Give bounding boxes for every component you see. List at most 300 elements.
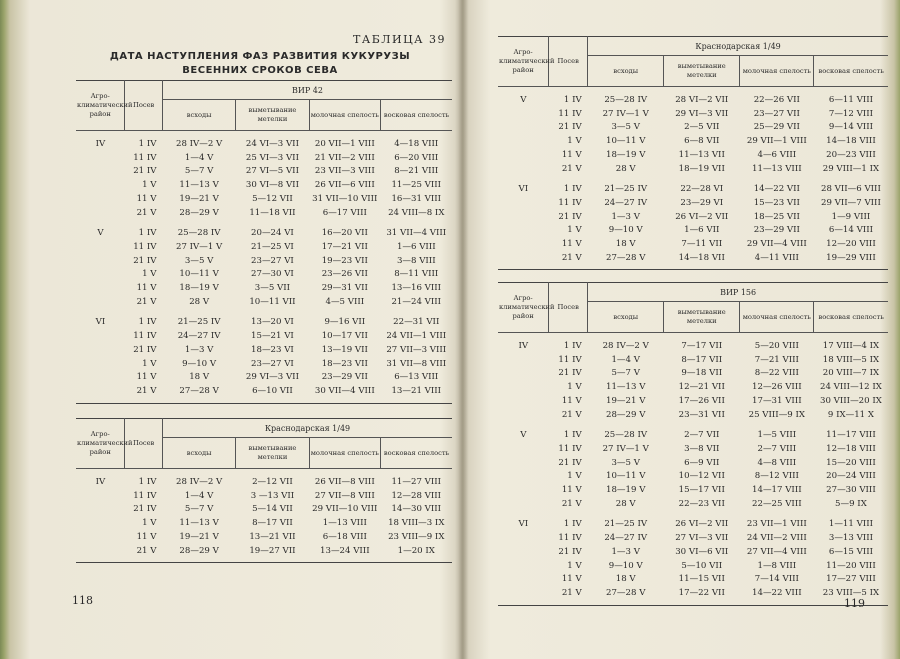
wax-ripeness-date: 1—11 VIII <box>828 519 873 530</box>
panicle-date: 23—27 VI <box>251 255 294 266</box>
sowing-date: 1 V <box>567 225 582 236</box>
panicle-date: 26 VI—2 VII <box>675 211 729 222</box>
table-row <box>498 238 888 252</box>
shoots-date: 21—25 IV <box>177 317 221 328</box>
table-row <box>498 121 888 135</box>
table-row <box>498 546 888 560</box>
table-bottom-rule <box>498 601 888 606</box>
region-cell: IV <box>95 477 106 487</box>
milk-ripeness-date: 7—21 VIII <box>754 354 799 365</box>
right-page <box>470 0 890 659</box>
table-bottom-line <box>498 605 888 606</box>
table-row <box>76 358 452 372</box>
milk-ripeness-date: 29—31 VII <box>321 283 368 294</box>
panicle-date: 30 VI—6 VII <box>675 546 729 557</box>
header-row-variety <box>498 283 888 302</box>
column-header-sowing: Посев <box>125 419 163 469</box>
panicle-date: 15—17 VII <box>678 485 725 496</box>
panicle-date: 3—5 VII <box>254 283 291 294</box>
wax-ripeness-date: 21—24 VIII <box>391 296 442 307</box>
table-row <box>498 163 888 177</box>
wax-ripeness-date: 29 VIII—1 IX <box>822 163 880 174</box>
shoots-date: 24—27 IV <box>177 331 221 342</box>
wax-ripeness-date: 22—31 VII <box>393 317 440 328</box>
table-row <box>76 179 452 193</box>
sowing-date: 21 V <box>561 163 582 174</box>
wax-ripeness-date: 1—6 VIII <box>396 241 436 252</box>
milk-ripeness-date: 14—22 VIII <box>752 587 802 598</box>
column-header-milk: молочная спелость <box>740 56 814 87</box>
table-row <box>498 532 888 546</box>
table-row <box>498 587 888 601</box>
panicle-date: 28 VI—2 VII <box>675 95 729 105</box>
wax-ripeness-date: 1—20 IX <box>397 545 435 556</box>
shoots-date: 18—19 V <box>179 283 219 294</box>
table-row <box>76 131 452 152</box>
milk-ripeness-date: 1—8 VIII <box>757 560 797 571</box>
wax-ripeness-date: 15—20 VIII <box>826 457 876 468</box>
panicle-date: 7—11 VII <box>681 239 723 250</box>
table-title-line-2: ВЕСЕННИХ СРОКОВ СЕВА <box>182 65 338 76</box>
shoots-date: 1—3 V <box>611 546 640 557</box>
milk-ripeness-date: 10—17 VII <box>321 331 368 342</box>
column-header-sowing: Посев <box>549 37 588 87</box>
shoots-date: 1—4 V <box>184 490 214 501</box>
table-row <box>76 152 452 166</box>
milk-ripeness-date: 1—5 VIII <box>757 430 797 441</box>
sowing-date: 21 V <box>561 498 582 509</box>
sowing-date: 21 V <box>136 545 157 556</box>
sowing-date: 11 V <box>561 395 582 406</box>
shoots-date: 28 V <box>615 498 636 509</box>
wax-ripeness-date: 29 VII—7 VIII <box>821 197 881 208</box>
wax-ripeness-date: 3—13 VIII <box>828 533 873 544</box>
panicle-date: 13—20 VI <box>251 317 294 328</box>
sowing-date: 11 IV <box>558 354 582 365</box>
wax-ripeness-date: 20—24 VIII <box>826 471 876 482</box>
shoots-date: 27 IV—1 V <box>602 443 649 454</box>
panicle-date: 29 VI—3 VII <box>675 108 729 119</box>
wax-ripeness-date: 7—12 VIII <box>828 108 873 119</box>
milk-ripeness-date: 16—20 VII <box>321 228 368 239</box>
milk-ripeness-date: 14—17 VIII <box>752 485 802 496</box>
wax-ripeness-date: 18 VIII—5 IX <box>822 354 880 365</box>
panicle-date: 5—14 VII <box>252 504 293 515</box>
panicle-date: 14—18 VII <box>678 252 725 263</box>
milk-ripeness-date: 17—31 VIII <box>752 395 802 406</box>
milk-ripeness-date: 4—11 VIII <box>754 252 799 263</box>
sowing-date: 11 IV <box>558 533 582 544</box>
panicle-date: 29 VI—3 VII <box>245 372 299 383</box>
table-number: ТАБЛИЦА 39 <box>353 33 446 46</box>
milk-ripeness-date: 6—17 VIII <box>322 207 367 218</box>
milk-ripeness-date: 31 VII—10 VIII <box>312 193 378 204</box>
table-row <box>76 296 452 310</box>
wax-ripeness-date: 24 VIII—8 IX <box>388 207 445 218</box>
panicle-date: 18—19 VII <box>678 163 725 174</box>
milk-ripeness-date: 23—26 VII <box>321 269 368 280</box>
panicle-date: 10—11 VII <box>249 296 296 307</box>
table-row <box>76 309 452 330</box>
table-row <box>498 560 888 574</box>
table-header <box>498 283 888 333</box>
milk-ripeness-date: 26 VII—6 VIII <box>314 180 375 191</box>
table-row <box>498 149 888 163</box>
wax-ripeness-date: 6—11 VIII <box>828 95 873 105</box>
sowing-date: 21 IV <box>133 255 157 266</box>
milk-ripeness-date: 24 VII—2 VIII <box>746 533 807 544</box>
table-bottom-line <box>498 270 888 271</box>
sowing-date: 11 V <box>561 574 582 585</box>
panicle-date: 8—17 VII <box>252 518 293 529</box>
milk-ripeness-date: 18—25 VII <box>753 211 800 222</box>
shoots-date: 1—3 V <box>611 211 640 222</box>
table-row <box>498 197 888 211</box>
table-bottom-line-cell <box>76 403 452 404</box>
shoots-date: 25—28 IV <box>177 228 221 239</box>
sowing-date: 1 IV <box>563 519 582 530</box>
milk-ripeness-date: 4—6 VIII <box>757 149 797 160</box>
milk-ripeness-date: 8—22 VIII <box>754 368 799 379</box>
wax-ripeness-date: 27—30 VIII <box>826 485 876 496</box>
shoots-date: 11—13 V <box>606 382 646 393</box>
sowing-date: 1 V <box>567 471 582 482</box>
wax-ripeness-date: 31 VII—8 VIII <box>386 358 447 369</box>
table-row <box>498 484 888 498</box>
table-row <box>76 282 452 296</box>
sowing-date: 1 V <box>567 560 582 571</box>
table-row <box>76 241 452 255</box>
sowing-date: 11 V <box>561 239 582 250</box>
milk-ripeness-date: 22—25 VIII <box>752 498 802 509</box>
panicle-date: 22—28 VI <box>680 184 724 195</box>
milk-ripeness-date: 12—26 VIII <box>752 382 802 393</box>
sowing-date: 1 IV <box>138 228 157 239</box>
column-header-milk: молочная спелость <box>740 302 814 333</box>
wax-ripeness-date: 24 VII—1 VIII <box>386 331 447 342</box>
wax-ripeness-date: 6—14 VIII <box>828 225 873 236</box>
panicle-date: 3—8 VII <box>684 443 720 454</box>
wax-ripeness-date: 6—20 VIII <box>394 152 439 163</box>
sowing-date: 11 V <box>136 531 157 542</box>
table-row <box>498 409 888 423</box>
table-header <box>498 37 888 87</box>
milk-ripeness-date: 29 VII—4 VIII <box>746 239 807 250</box>
table-row <box>498 252 888 266</box>
table-title-line-1: ДАТА НАСТУПЛЕНИЯ ФАЗ РАЗВИТИЯ КУКУРУЗЫ <box>109 51 411 62</box>
wax-ripeness-date: 14—30 VIII <box>391 504 442 515</box>
sowing-date: 11 V <box>136 372 157 383</box>
table-row <box>76 490 452 504</box>
variety-name: Краснодарская 1/49 <box>588 37 888 56</box>
milk-ripeness-date: 27 VII—8 VIII <box>314 490 375 501</box>
panicle-date: 1—6 VII <box>684 225 720 236</box>
table-row <box>76 545 452 559</box>
table-bottom-line-cell <box>498 605 888 606</box>
milk-ripeness-date: 25 VIII—9 IX <box>748 409 806 420</box>
sowing-date: 1 V <box>142 358 157 369</box>
column-header-wax: восковая спелость <box>381 100 452 131</box>
table-row <box>498 573 888 587</box>
table-row <box>76 531 452 545</box>
panicle-date: 23—31 VII <box>678 409 725 420</box>
column-header-panicle: выметывание метелки <box>664 56 740 87</box>
header-row-variety <box>498 37 888 56</box>
sowing-date: 21 V <box>136 385 157 396</box>
sowing-date: 1 IV <box>138 477 157 487</box>
wax-ripeness-date: 4—18 VIII <box>394 139 439 149</box>
shoots-date: 25—28 IV <box>604 430 648 441</box>
table-bottom-line-cell <box>498 270 888 271</box>
panicle-date: 5—12 VII <box>252 193 293 204</box>
shoots-date: 10—11 V <box>606 136 646 147</box>
table-row <box>498 422 888 443</box>
sowing-date: 11 V <box>136 283 157 294</box>
shoots-date: 11—13 V <box>179 518 219 529</box>
milk-ripeness-date: 29 VII—10 VIII <box>312 504 378 515</box>
table-bottom-line <box>76 403 452 404</box>
panicle-date: 27 VI—3 VII <box>675 533 729 544</box>
panicle-date: 11—13 VII <box>678 149 725 160</box>
wax-ripeness-date: 30 VIII—20 IX <box>820 395 882 406</box>
panicle-date: 24 VI—3 VII <box>245 139 299 149</box>
wax-ripeness-date: 6—13 VIII <box>394 372 439 383</box>
wax-ripeness-date: 17—27 VIII <box>826 574 876 585</box>
shoots-date: 1—4 V <box>184 152 214 163</box>
table-row <box>498 176 888 197</box>
wax-ripeness-date: 17 VIII—4 IX <box>822 341 880 351</box>
milk-ripeness-date: 20 VII—1 VIII <box>314 139 375 149</box>
wax-ripeness-date: 8—21 VIII <box>394 166 439 177</box>
shoots-date: 27—28 V <box>606 252 646 263</box>
panicle-date: 9—18 VII <box>681 368 723 379</box>
table-bottom-line-cell <box>76 563 452 564</box>
table-row <box>498 211 888 225</box>
wax-ripeness-date: 24 VIII—12 IX <box>820 382 882 393</box>
panicle-date: 23—27 VI <box>251 358 294 369</box>
shoots-date: 19—21 V <box>179 531 219 542</box>
panicle-date: 21—25 VI <box>251 241 294 252</box>
table-bottom-rule <box>76 558 452 563</box>
wax-ripeness-date: 11—25 VIII <box>391 180 442 191</box>
milk-ripeness-date: 26 VII—8 VIII <box>314 477 375 487</box>
table-body <box>76 131 452 399</box>
shoots-date: 28—29 V <box>179 545 219 556</box>
wax-ripeness-date: 9 IX—11 X <box>827 409 874 420</box>
sowing-date: 1 V <box>567 136 582 147</box>
panicle-date: 6—8 VII <box>684 136 720 147</box>
column-header-wax: восковая спелость <box>814 56 888 87</box>
panicle-date: 25 VI—3 VII <box>245 152 299 163</box>
table-row <box>498 511 888 532</box>
milk-ripeness-date: 2—7 VIII <box>757 443 797 454</box>
shoots-date: 28 IV—2 V <box>602 341 649 351</box>
table-row <box>498 443 888 457</box>
panicle-date: 2—7 VII <box>684 430 720 441</box>
sowing-date: 11 V <box>136 193 157 204</box>
left-page <box>10 0 458 659</box>
milk-ripeness-date: 8—12 VIII <box>754 471 799 482</box>
shoots-date: 18 V <box>615 574 636 585</box>
shoots-date: 24—27 IV <box>604 197 648 208</box>
wax-ripeness-date: 12—18 VIII <box>826 443 876 454</box>
table-row <box>76 469 452 490</box>
panicle-date: 22—23 VII <box>678 498 725 509</box>
wax-ripeness-date: 20 VIII—7 IX <box>822 368 880 379</box>
table-body <box>498 87 888 266</box>
shoots-date: 9—10 V <box>608 225 643 236</box>
shoots-date: 10—11 V <box>606 471 646 482</box>
sowing-date: 11 IV <box>558 197 582 208</box>
panicle-date: 15—21 VI <box>251 331 294 342</box>
panicle-date: 23—29 VI <box>680 197 724 208</box>
shoots-date: 9—10 V <box>608 560 643 571</box>
wax-ripeness-date: 11—27 VIII <box>391 477 442 487</box>
milk-ripeness-date: 17—21 VII <box>321 241 368 252</box>
table-row <box>76 344 452 358</box>
shoots-date: 28—29 V <box>606 409 646 420</box>
column-header-region: Агро-климатический район <box>76 419 125 469</box>
sowing-date: 11 IV <box>133 331 157 342</box>
sowing-date: 21 IV <box>133 344 157 355</box>
shoots-date: 1—4 V <box>611 354 640 365</box>
column-header-wax: восковая спелость <box>814 302 888 333</box>
page-number-left: 118 <box>72 594 93 607</box>
variety-name: Краснодарская 1/49 <box>162 419 452 438</box>
shoots-date: 3—5 V <box>611 122 640 133</box>
sowing-date: 21 V <box>561 252 582 263</box>
table-row <box>498 367 888 381</box>
wax-ripeness-date: 11—20 VIII <box>826 560 876 571</box>
milk-ripeness-date: 5—20 VIII <box>754 341 799 351</box>
panicle-date: 8—17 VII <box>681 354 723 365</box>
sowing-date: 1 IV <box>563 184 582 195</box>
column-header-sowing: Посев <box>549 283 588 333</box>
region-cell: IV <box>95 139 106 149</box>
milk-ripeness-date: 22—26 VII <box>753 95 800 105</box>
wax-ripeness-date: 9—14 VIII <box>828 122 873 133</box>
column-header-panicle: выметывание метелки <box>664 302 740 333</box>
shoots-date: 27—28 V <box>606 587 646 598</box>
sowing-date: 1 V <box>142 518 157 529</box>
shoots-date: 1—3 V <box>184 344 214 355</box>
panicle-date: 2—12 VII <box>252 477 293 487</box>
shoots-date: 21—25 IV <box>604 184 648 195</box>
table-row <box>498 470 888 484</box>
wax-ripeness-date: 23 VIII—5 IX <box>822 587 880 598</box>
panicle-date: 27 VI—5 VII <box>245 166 299 177</box>
table-header <box>76 81 452 131</box>
table-body <box>498 333 888 601</box>
sowing-date: 11 IV <box>558 443 582 454</box>
wax-ripeness-date: 31 VII—4 VIII <box>386 228 447 239</box>
milk-ripeness-date: 25—29 VII <box>753 122 800 133</box>
milk-ripeness-date: 11—13 VIII <box>752 163 802 174</box>
wax-ripeness-date: 12—20 VIII <box>826 239 876 250</box>
panicle-date: 20—24 VI <box>251 228 294 239</box>
wax-ripeness-date: 13—16 VIII <box>391 283 442 294</box>
shoots-date: 5—7 V <box>184 166 214 177</box>
milk-ripeness-date: 29 VII—1 VIII <box>746 136 807 147</box>
sowing-date: 11 V <box>561 485 582 496</box>
shoots-date: 27 IV—1 V <box>175 241 223 252</box>
sowing-date: 11 IV <box>133 152 157 163</box>
table-row <box>76 268 452 282</box>
sowing-date: 11 IV <box>133 490 157 501</box>
panicle-date: 26 VI—2 VII <box>675 519 729 530</box>
sowing-date: 21 IV <box>558 546 582 557</box>
region-cell: V <box>97 228 104 239</box>
sowing-date: 1 V <box>142 180 157 191</box>
shoots-date: 3—5 V <box>611 457 640 468</box>
sowing-date: 21 IV <box>133 166 157 177</box>
column-header-shoots: всходы <box>162 438 235 469</box>
milk-ripeness-date: 23—27 VII <box>753 108 800 119</box>
column-header-shoots: всходы <box>162 100 235 131</box>
sowing-date: 1 V <box>142 269 157 280</box>
sowing-date: 1 IV <box>138 317 157 328</box>
column-header-milk: молочная спелость <box>309 438 380 469</box>
column-header-region: Агро-климатический район <box>76 81 125 131</box>
region-cell: V <box>520 95 527 105</box>
wax-ripeness-date: 13—21 VIII <box>391 385 442 396</box>
table-krasnodar-left <box>76 418 452 563</box>
wax-ripeness-date: 1—9 VIII <box>831 211 871 222</box>
milk-ripeness-date: 23 VII—1 VIII <box>746 519 807 530</box>
page-number-right: 119 <box>844 597 865 610</box>
panicle-date: 19—27 VII <box>249 545 296 556</box>
header-row-variety <box>76 81 452 100</box>
table-row <box>76 193 452 207</box>
milk-ripeness-date: 14—22 VII <box>753 184 800 195</box>
table-row <box>76 371 452 385</box>
table-row <box>76 165 452 179</box>
table-row <box>76 517 452 531</box>
wax-ripeness-date: 3—8 VIII <box>396 255 436 266</box>
table-body <box>76 469 452 559</box>
panicle-date: 17—26 VII <box>678 395 725 406</box>
panicle-date: 6—9 VII <box>684 457 720 468</box>
header-row-variety <box>76 419 452 438</box>
table-row <box>498 457 888 471</box>
shoots-date: 28 V <box>189 296 210 307</box>
shoots-date: 27 IV—1 V <box>602 108 649 119</box>
sowing-date: 11 IV <box>558 108 582 119</box>
shoots-date: 19—21 V <box>179 193 219 204</box>
shoots-date: 27—28 V <box>179 385 219 396</box>
region-cell: VI <box>95 317 106 328</box>
wax-ripeness-date: 12—28 VIII <box>391 490 442 501</box>
sowing-date: 11 V <box>561 149 582 160</box>
shoots-date: 18 V <box>189 372 210 383</box>
panicle-date: 6—10 VII <box>252 385 293 396</box>
table-bottom-rule <box>76 399 452 404</box>
table-row <box>498 498 888 512</box>
sowing-date: 21 IV <box>558 122 582 133</box>
milk-ripeness-date: 27 VII—4 VIII <box>746 546 807 557</box>
shoots-date: 11—13 V <box>179 180 219 191</box>
wax-ripeness-date: 6—15 VIII <box>828 546 873 557</box>
column-header-shoots: всходы <box>588 302 664 333</box>
column-header-sowing: Посев <box>125 81 163 131</box>
table-vir42 <box>76 80 452 404</box>
wax-ripeness-date: 20—23 VIII <box>826 149 876 160</box>
variety-name: ВИР 42 <box>162 81 452 100</box>
wax-ripeness-date: 14—18 VIII <box>826 136 876 147</box>
table-row <box>76 503 452 517</box>
wax-ripeness-date: 28 VII—6 VIII <box>821 184 881 195</box>
milk-ripeness-date: 6—18 VIII <box>322 531 367 542</box>
